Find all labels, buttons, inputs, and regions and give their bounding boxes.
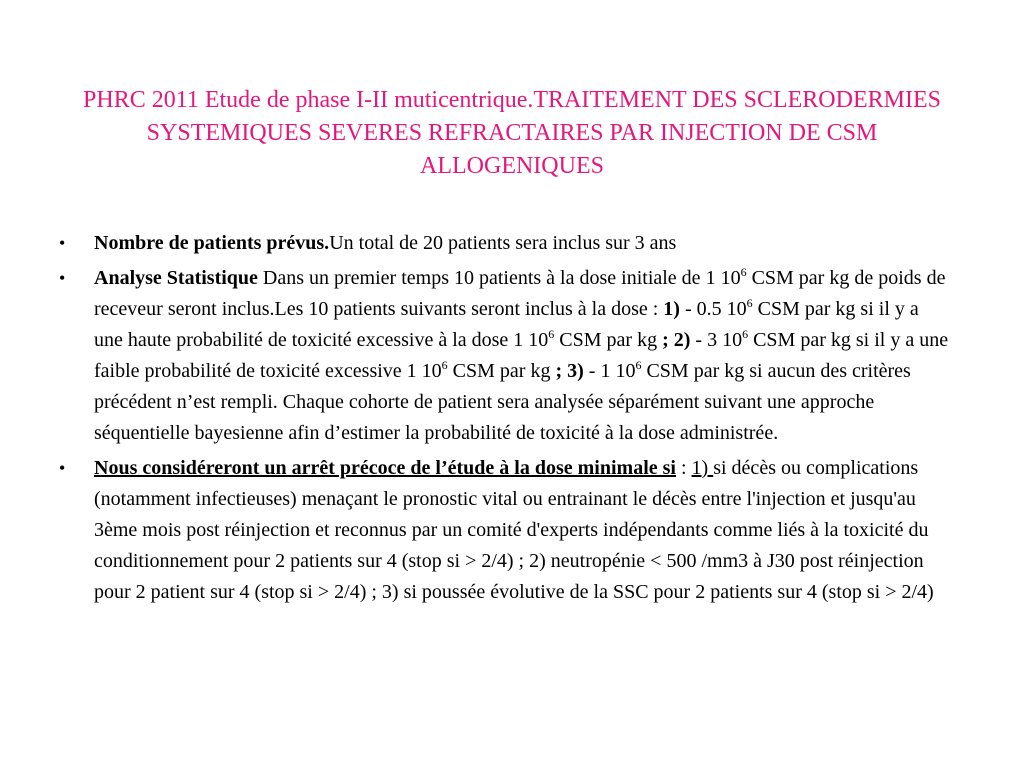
text-segment: si décès ou complications (notamment infectieuses) menaçant le pronostic vital ou entrainant le décès entre l'injection et jusqu'au 3ème mois post réinjection et reconnus par un comité d'experts indépendants comme liés à la toxicité du conditionnement pour 2 patients sur 4 (stop si > 2/4) ; 2) neutropénie < 500 /mm3 à J30 post réinjection pour 2 patient sur 4 (stop si > 2/4) ; 3) si poussée évolutive de la SSC pour 2 patients sur 4 (stop si > 2/4) [94, 457, 934, 603]
step-number: ; 2) [662, 329, 691, 351]
text-segment: CSM par kg de poids de receveur seront inclus.Les 10 patients suivants seront inclus à la dose : [94, 267, 946, 320]
text-segment: CSM par kg si il y a une faible probabilité de toxicité excessive 1 10 [94, 329, 949, 382]
bullet-text: Un total de 20 patients sera inclus sur 3 ans [329, 232, 677, 254]
bullet-dot-icon: • [59, 233, 66, 253]
bullet-heading: Analyse Statistique [94, 267, 258, 289]
text-segment: - 0.5 10 [679, 298, 747, 320]
text-segment: CSM par kg [447, 360, 556, 382]
bullet-dot-icon: • [59, 268, 66, 288]
text-segment: CSM par kg si il y a une haute probabilité de toxicité excessive à la dose 1 10 [94, 298, 919, 351]
text-segment: CSM par kg si aucun des critères précédent n’est rempli. Chaque cohorte de patient sera analysée séparément suivant une approche séquentielle bayesienne afin d’estimer la probabilité de toxicité à la dose administrée. [94, 360, 911, 444]
bullet-statistics [59, 263, 949, 449]
step-number: ; 3) [555, 360, 584, 382]
bullet-list [59, 228, 949, 612]
exponent: 6 [740, 265, 747, 279]
bullet-heading: Nous considéreront un arrêt précoce de l’étude à la dose minimale si [94, 457, 676, 479]
bullet-early-stop [59, 453, 949, 608]
text-segment: CSM par kg [554, 329, 663, 351]
exponent: 6 [635, 358, 642, 372]
bullet-dot-icon: • [59, 458, 66, 478]
exponent: 6 [742, 327, 749, 341]
slide-title: PHRC 2011 Etude de phase I-II muticentrique.TRAITEMENT DES SCLERODERMIES SYSTEMIQUES SEVERES REFRACTAIRES PAR INJECTION DE CSM ALLOGENIQUES [83, 87, 941, 179]
step-number: 1) [691, 457, 714, 479]
exponent: 6 [548, 327, 555, 341]
text-segment: - 1 10 [583, 360, 636, 382]
step-number: 1) [663, 298, 680, 320]
exponent: 6 [441, 358, 448, 372]
bullet-heading: Nombre de patients prévus. [94, 232, 330, 254]
text-segment: - 3 10 [690, 329, 743, 351]
exponent: 6 [746, 296, 753, 310]
bullet-patients [59, 228, 949, 259]
text-segment: : [675, 457, 692, 479]
text-segment: Dans un premier temps 10 patients à la dose initiale de 1 10 [257, 267, 741, 289]
